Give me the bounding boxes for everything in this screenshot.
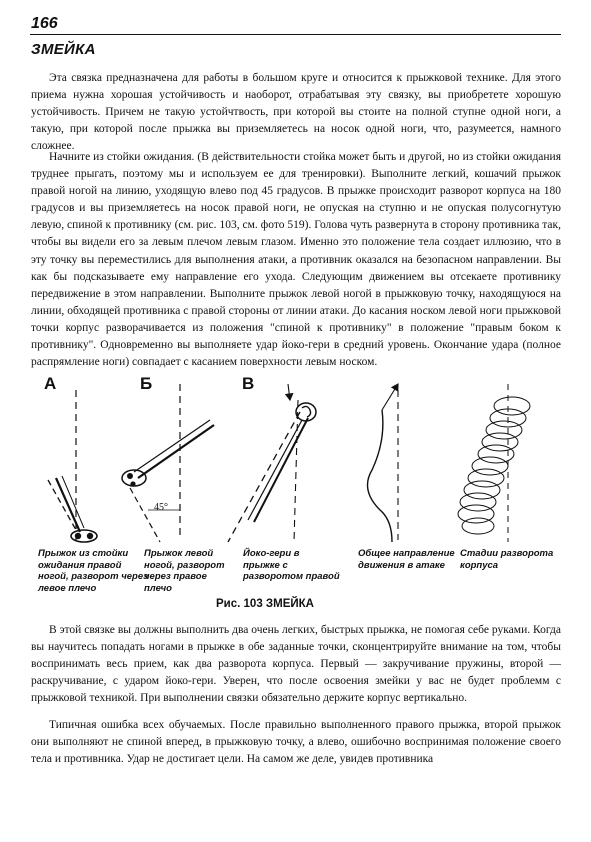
panel-b-drawing (122, 384, 214, 542)
paragraph-technique: Начните из стойки ожидания. (В действительности стойка может быть и другой, но из стойки ожидания труднее прыгать, поэтому мы и используем ее для тренировки). Выполните легкий, кошачий прыжок правой ногой на линию, уходящую влево под 45 градусов. В прыжке происходит разворот корпуса на 180 градусов и вы приземляетесь на носок правой ноги, не опуская на ступню и не опуская полусогнутую левую, спиной к противнику (см. рис. 103, см. фото 519). Голова чуть развернута в сторону противника так, чтобы вы видели его за левым плечом левым глазом. Именно это положение тела создает иллюзию, что в эту точку вы переместились для выполнения атаки, а противник оказался на безопасном направлении. Вы как бы подсказываете ему направление его ухода. Следующим движением вы отсекаете противнику передвижение в этом направлении. Выполните прыжок левой ногой в прыжковую точку, находящуюся на линии, обходящей противника с правой стороны от линии атаки. До касания носком левой ноги прыжковой точки корпус разворачивается из положения "спиной к противнику" в положение "правым боком к противнику". Одновременно вы выполняете удар йоко-гери в средний уровень. Окончание удара (полное распрямление ноги) совпадает с касанием поверхности левым носком. (31, 151, 561, 369)
section-title: ЗМЕЙКА (31, 41, 96, 58)
panel-letter-v: В (242, 374, 255, 393)
caption-panel-v: Йоко-гери в прыжке с разворотом правой (243, 548, 340, 582)
panel-letter-a: А (44, 374, 57, 393)
panel-rotation-drawing (458, 384, 530, 542)
caption-rotation: Стадии разворота корпуса (460, 548, 554, 571)
paragraph-practice: В этой связке вы должны выполнить два очень легких, быстрых прыжка, не помогая себе руками. Когда вы научитесь попадать ногами в прыжке в обе заданные точки, сконцентрируйте внимание на том, чтобы воспринимать весь прием, как два разворота корпуса. Первый — закручивание пружины, второй — раскручивание, с ударом йоко-гери. Уверен, что после освоения змейки у вас не будет проблемм с прыжковой техникой. При выполнении связки обязательно держите корпус вертикально. (31, 624, 561, 705)
caption-panel-b: Прыжок левой ногой, разворот через правое плечо (144, 548, 225, 594)
header-rule (30, 34, 561, 35)
figure-103 (30, 370, 561, 610)
caption-direction: Общее направление движения в атаке (358, 548, 455, 571)
panel-letter-b: Б (140, 374, 153, 393)
page-number: 166 (31, 15, 58, 32)
paragraph-mistake: Типичная ошибка всех обучаемых. После правильно выполненного правого прыжка, второй прыжок они выполняют не спиной вперед, в прыжковую точку, а влево, ошибочно воспринимая положение своего тела и противника. Удар не достигает цели. На самом же деле, увидев противника (31, 719, 561, 766)
paragraph-intro: Эта связка предназначена для работы в большом круге и относится к прыжковой технике. Для этого приема нужна хорошая устойчивость и наоборот, отрабатывая эту связку, вы приобретете хорошую устойчивость. Причем не такую устойчтвость, при которой вы стоите на полной ступне одной ноги, а такую, при которой после прыжка вы приземляетесь на носок одной ноги, что, разумеется, намного сложнее. (31, 72, 561, 153)
figure-title: Рис. 103 ЗМЕЙКА (216, 598, 314, 610)
caption-panel-a: Прыжок из стойки ожидания правой ногой, разворот через левое плечо (38, 548, 148, 594)
panel-v-drawing (228, 384, 316, 542)
angle-label: 45° (154, 502, 168, 513)
panel-a-drawing (48, 390, 97, 542)
panel-direction-drawing (368, 384, 399, 542)
